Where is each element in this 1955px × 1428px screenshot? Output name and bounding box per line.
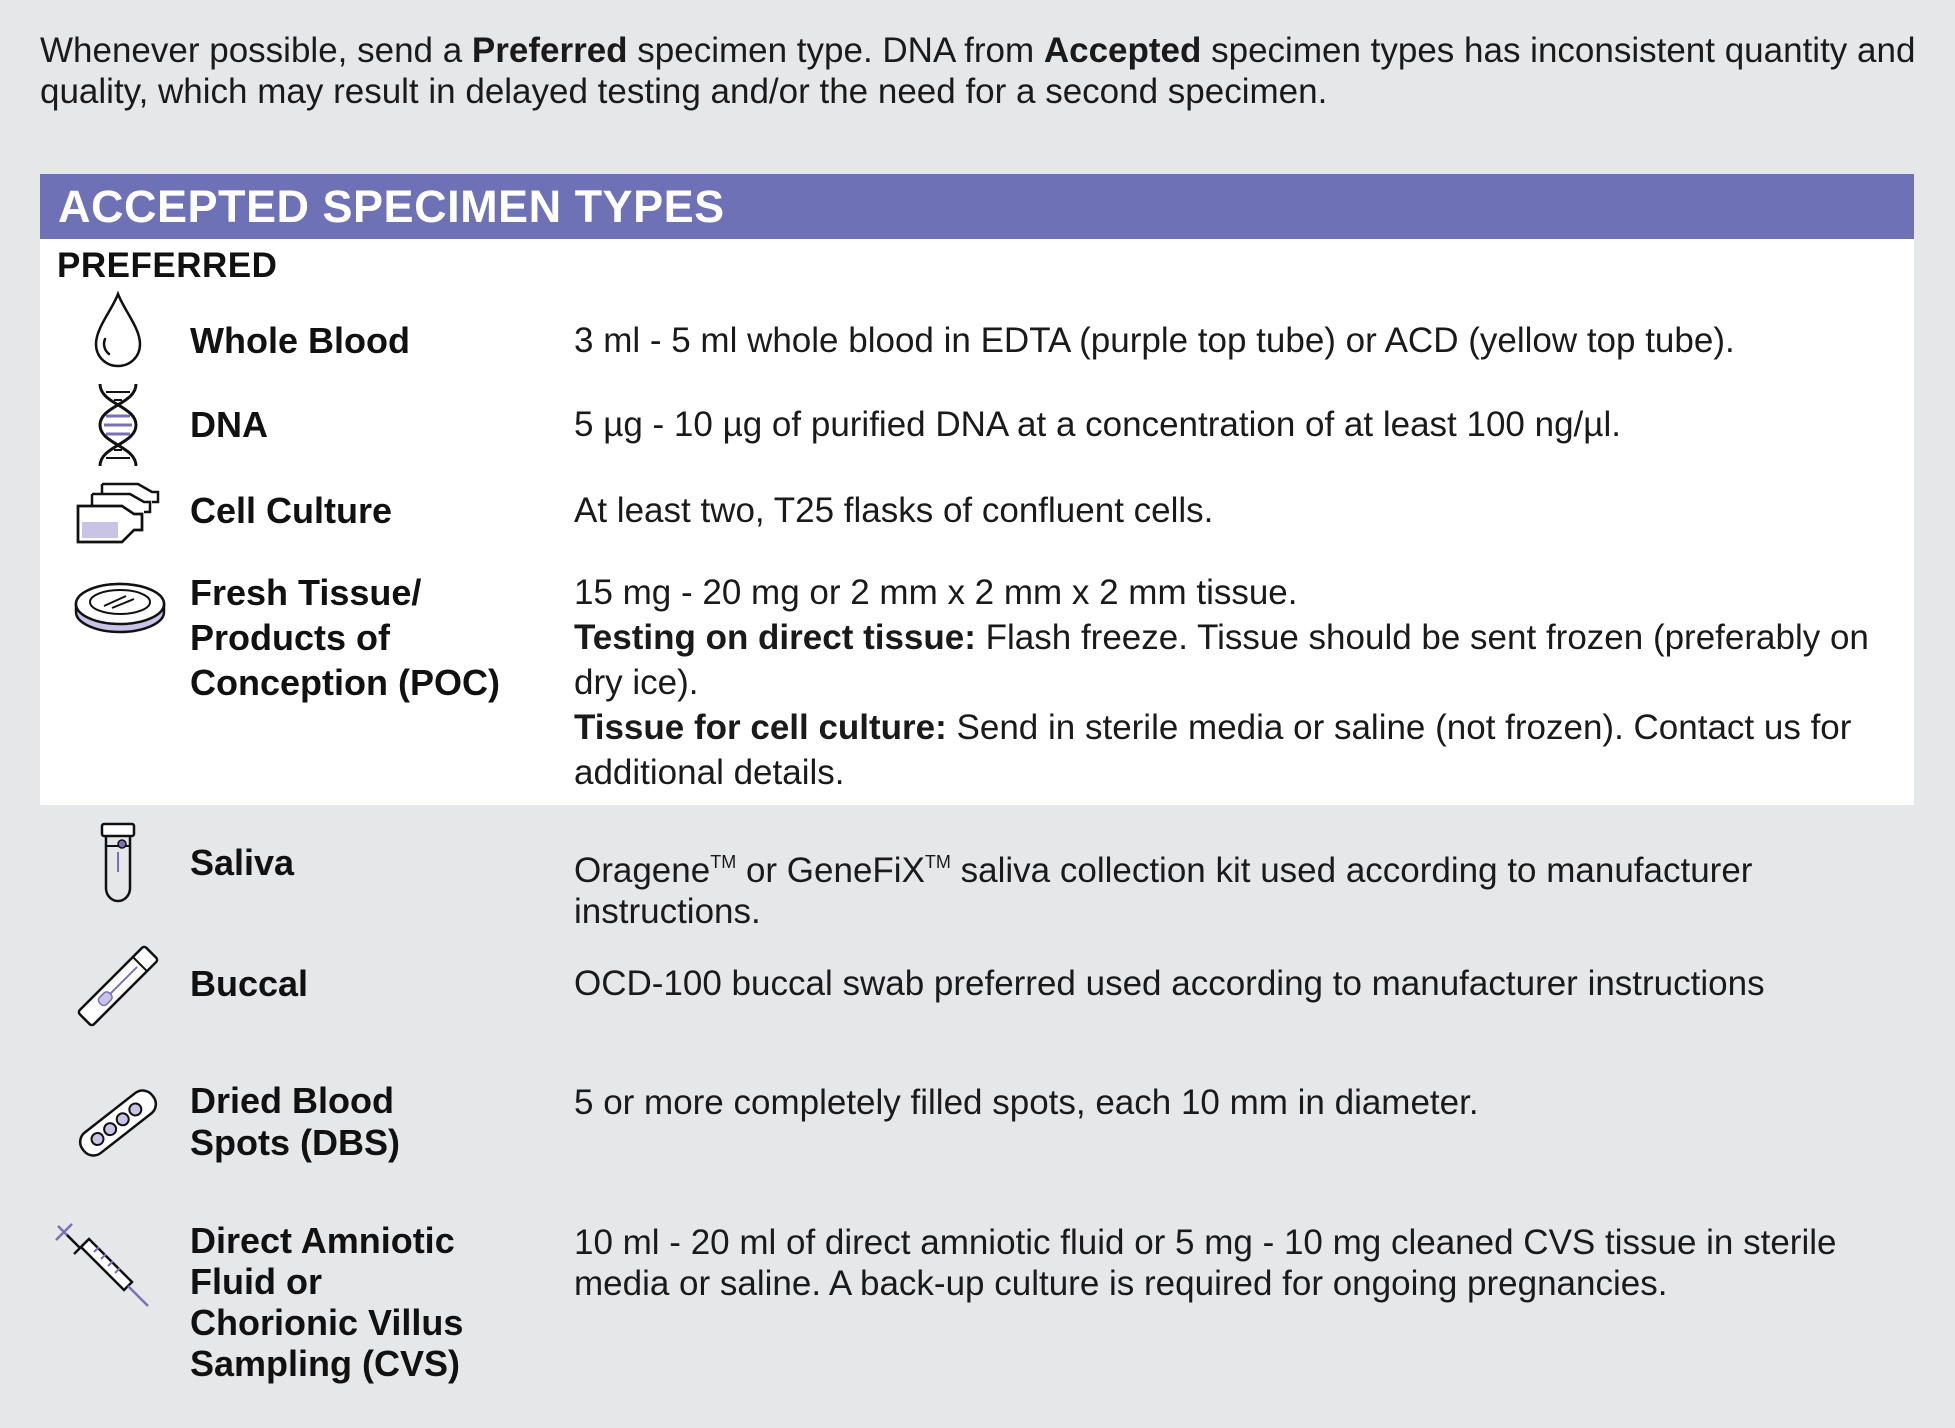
syringe-icon [54,1220,154,1314]
name-line-1: Direct Amniotic [190,1220,455,1261]
preferred-label: PREFERRED [57,246,278,285]
desc-direct-tissue [574,615,1914,705]
blood-drop-icon [68,290,168,370]
name-line-3: Conception (POC) [190,662,500,703]
blood-spot-card-icon [68,1080,168,1166]
specimen-desc: OCD-100 buccal swab preferred used according to manufacturer instructions [574,964,1765,1003]
desc-bold-direct: Testing on direct tissue: [574,618,976,657]
petri-dish-icon [70,566,170,636]
trademark: TM [710,852,737,872]
name-line-2: Products of [190,617,391,658]
intro-bold-preferred: Preferred [471,31,628,70]
specimen-name [190,1080,560,1164]
specimen-desc: 10 ml - 20 ml of direct amniotic fluid or 5 mg - 10 mg cleaned CVS tissue in sterile media or saline. A back-up culture is required for ongoing pregnancies. [574,1223,1837,1303]
specimen-name: Buccal [190,963,309,1004]
specimen-desc: 5 µg - 10 µg of purified DNA at a concentration of at least 100 ng/µl. [574,405,1621,444]
trademark: TM [924,852,951,872]
dna-helix-icon [68,380,168,470]
desc-rest: saliva collection kit used according to manufacturer instructions. [574,851,1753,931]
specimen-name: Whole Blood [190,320,410,361]
intro-bold-accepted: Accepted [1043,31,1202,70]
name-line-3: Chorionic Villus [190,1302,464,1343]
specimen-desc [574,842,1924,932]
specimen-name [190,1220,560,1384]
intro-text-2: specimen type. DNA from [627,31,1044,70]
desc-text-direct: Flash freeze. Tissue should be sent frozen (preferably on dry ice). [574,618,1869,702]
saliva-tube-icon [68,822,168,904]
name-line-1: Fresh Tissue/ [190,572,422,613]
specimen-name: Saliva [190,842,295,883]
culture-flasks-icon [72,478,172,550]
desc-genefix: or GeneFiX [736,851,925,890]
specimen-name: DNA [190,404,268,445]
specimen-desc: At least two, T25 flasks of confluent cells. [574,491,1214,530]
name-line-1: Dried Blood [190,1080,394,1121]
intro-paragraph [40,30,1920,112]
specimen-desc: 5 or more completely filled spots, each 10 mm in diameter. [574,1083,1479,1122]
desc-bold-culture: Tissue for cell culture: [574,708,947,747]
desc-cell-culture [574,705,1914,795]
intro-text-3: specimen types has inconsistent quantity and quality, which may result in delayed testing and/or the need for a second specimen. [40,31,1916,111]
buccal-swab-icon [68,945,168,1027]
intro-text-1: Whenever possible, send a [40,31,472,70]
desc-text-culture: Send in sterile media or saline (not frozen). Contact us for additional details. [574,708,1852,792]
section-header: ACCEPTED SPECIMEN TYPES [40,174,1914,239]
specimen-desc: 3 ml - 5 ml whole blood in EDTA (purple top tube) or ACD (yellow top tube). [574,321,1735,360]
specimen-name [190,570,560,705]
name-line-4: Sampling (CVS) [190,1343,461,1384]
name-line-2: Fluid or [190,1261,322,1302]
specimen-name: Cell Culture [190,490,393,531]
name-line-2: Spots (DBS) [190,1122,400,1163]
desc-oragene: Oragene [574,851,711,890]
desc-line-1: 15 mg - 20 mg or 2 mm x 2 mm x 2 mm tissue. [574,573,1298,612]
specimen-desc [574,570,1914,795]
